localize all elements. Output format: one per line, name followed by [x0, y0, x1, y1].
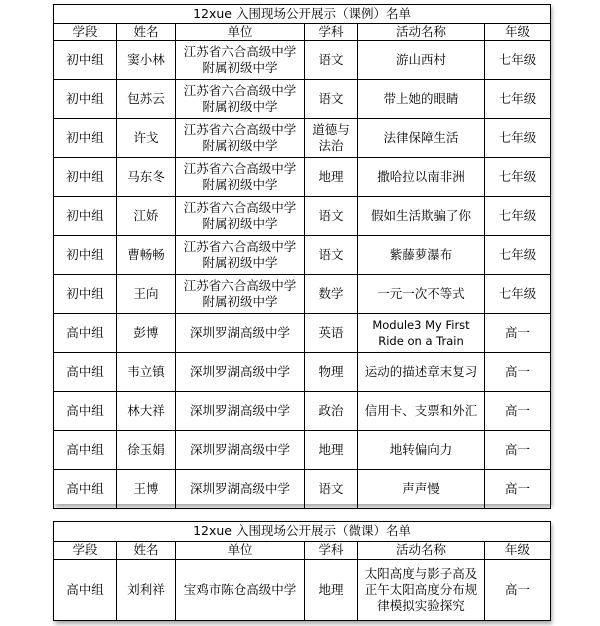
cell-unit: 江苏省六合高级中学附属初级中学 — [176, 236, 305, 275]
header-unit: 单位 — [176, 24, 305, 41]
cell-name: 王博 — [117, 470, 176, 509]
cell-grade: 高一 — [485, 392, 551, 431]
cell-activity: 声声慢 — [358, 470, 485, 509]
cell-subject: 政治 — [305, 392, 358, 431]
cell-grade: 七年级 — [485, 119, 551, 158]
cell-subject: 英语 — [305, 314, 358, 353]
cell-unit: 深圳罗湖高级中学 — [176, 431, 305, 470]
cell-subject: 物理 — [305, 353, 358, 392]
cell-subject: 语文 — [305, 197, 358, 236]
table-row — [54, 314, 551, 353]
cell-activity: 地转偏向力 — [358, 431, 485, 470]
table-row — [54, 470, 551, 509]
cell-activity: 太阳高度与影子高及正午太阳高度分布规律模拟实验探究 — [358, 559, 485, 621]
cell-unit: 江苏省六合高级中学附属初级中学 — [176, 41, 305, 80]
cell-name: 刘利祥 — [117, 559, 176, 621]
cell-grade: 高一 — [485, 353, 551, 392]
course-table-sheet — [53, 4, 550, 504]
cell-stage: 高中组 — [54, 470, 117, 509]
cell-name: 徐玉娟 — [117, 431, 176, 470]
cell-grade: 高一 — [485, 314, 551, 353]
cell-grade: 高一 — [485, 559, 551, 621]
cell-name: 马东冬 — [117, 158, 176, 197]
header-name: 姓名 — [117, 24, 176, 41]
cell-stage: 高中组 — [54, 559, 117, 621]
cell-stage: 初中组 — [54, 119, 117, 158]
cell-stage: 初中组 — [54, 41, 117, 80]
cell-unit: 江苏省六合高级中学附属初级中学 — [176, 275, 305, 314]
cell-name: 曹畅畅 — [117, 236, 176, 275]
table-row — [54, 392, 551, 431]
course-table-title: 12xue 入围现场公开展示（课例）名单 — [54, 5, 551, 24]
header-name: 姓名 — [117, 541, 176, 559]
cell-name: 窦小林 — [117, 41, 176, 80]
cell-stage: 初中组 — [54, 236, 117, 275]
cell-unit: 江苏省六合高级中学附属初级中学 — [176, 80, 305, 119]
cell-name: 许戈 — [117, 119, 176, 158]
cell-subject: 语文 — [305, 236, 358, 275]
cell-activity: 假如生活欺骗了你 — [358, 197, 485, 236]
cell-stage: 高中组 — [54, 392, 117, 431]
table-row — [54, 353, 551, 392]
cell-unit: 深圳罗湖高级中学 — [176, 314, 305, 353]
header-stage: 学段 — [54, 24, 117, 41]
table-row — [54, 431, 551, 470]
cell-grade: 七年级 — [485, 158, 551, 197]
cell-name: 包苏云 — [117, 80, 176, 119]
cell-unit: 江苏省六合高级中学附属初级中学 — [176, 158, 305, 197]
cell-grade: 七年级 — [485, 236, 551, 275]
table-row — [54, 275, 551, 314]
cell-grade: 七年级 — [485, 197, 551, 236]
cell-unit: 深圳罗湖高级中学 — [176, 353, 305, 392]
cell-stage: 高中组 — [54, 431, 117, 470]
microcourse-table-title: 12xue 入围现场公开展示（微课）名单 — [54, 522, 551, 542]
cell-subject: 地理 — [305, 431, 358, 470]
cell-unit: 深圳罗湖高级中学 — [176, 470, 305, 509]
header-unit: 单位 — [176, 541, 305, 559]
table-row — [54, 80, 551, 119]
cell-grade: 七年级 — [485, 275, 551, 314]
header-grade: 年级 — [485, 541, 551, 559]
cell-name: 王向 — [117, 275, 176, 314]
header-grade: 年级 — [485, 24, 551, 41]
cell-grade: 七年级 — [485, 80, 551, 119]
cell-stage: 初中组 — [54, 197, 117, 236]
cell-name: 江娇 — [117, 197, 176, 236]
cell-subject: 道德与法治 — [305, 119, 358, 158]
cell-activity: 游山西村 — [358, 41, 485, 80]
microcourse-table — [53, 521, 551, 621]
cell-activity: Module3 My First Ride on a Train — [358, 314, 485, 353]
table-row — [54, 158, 551, 197]
cell-subject: 数学 — [305, 275, 358, 314]
cell-unit: 江苏省六合高级中学附属初级中学 — [176, 197, 305, 236]
cell-activity: 撒哈拉以南非洲 — [358, 158, 485, 197]
table-row — [54, 559, 551, 621]
cell-name: 林大祥 — [117, 392, 176, 431]
header-subject: 学科 — [305, 24, 358, 41]
cell-stage: 高中组 — [54, 353, 117, 392]
cell-subject: 语文 — [305, 470, 358, 509]
cell-grade: 七年级 — [485, 41, 551, 80]
cell-activity: 一元一次不等式 — [358, 275, 485, 314]
cell-stage: 初中组 — [54, 80, 117, 119]
table-row — [54, 41, 551, 80]
course-table — [53, 4, 551, 509]
table-row — [54, 236, 551, 275]
cell-activity: 运动的描述章末复习 — [358, 353, 485, 392]
cell-activity: 带上她的眼睛 — [358, 80, 485, 119]
table-row — [54, 197, 551, 236]
table-row — [54, 119, 551, 158]
cell-activity: 法律保障生活 — [358, 119, 485, 158]
cell-unit: 江苏省六合高级中学附属初级中学 — [176, 119, 305, 158]
cell-subject: 语文 — [305, 80, 358, 119]
cell-grade: 高一 — [485, 431, 551, 470]
cell-unit: 宝鸡市陈仓高级中学 — [176, 559, 305, 621]
cell-name: 韦立镇 — [117, 353, 176, 392]
cell-unit: 深圳罗湖高级中学 — [176, 392, 305, 431]
cell-subject: 地理 — [305, 559, 358, 621]
cell-grade: 高一 — [485, 470, 551, 509]
header-stage: 学段 — [54, 541, 117, 559]
cell-subject: 语文 — [305, 41, 358, 80]
cell-stage: 初中组 — [54, 158, 117, 197]
header-subject: 学科 — [305, 541, 358, 559]
cell-subject: 地理 — [305, 158, 358, 197]
header-activity: 活动名称 — [358, 541, 485, 559]
microcourse-table-sheet — [53, 521, 550, 621]
cell-activity: 信用卡、支票和外汇 — [358, 392, 485, 431]
cell-stage: 初中组 — [54, 275, 117, 314]
header-activity: 活动名称 — [358, 24, 485, 41]
cell-stage: 高中组 — [54, 314, 117, 353]
cell-activity: 紫藤萝瀑布 — [358, 236, 485, 275]
cell-name: 彭博 — [117, 314, 176, 353]
